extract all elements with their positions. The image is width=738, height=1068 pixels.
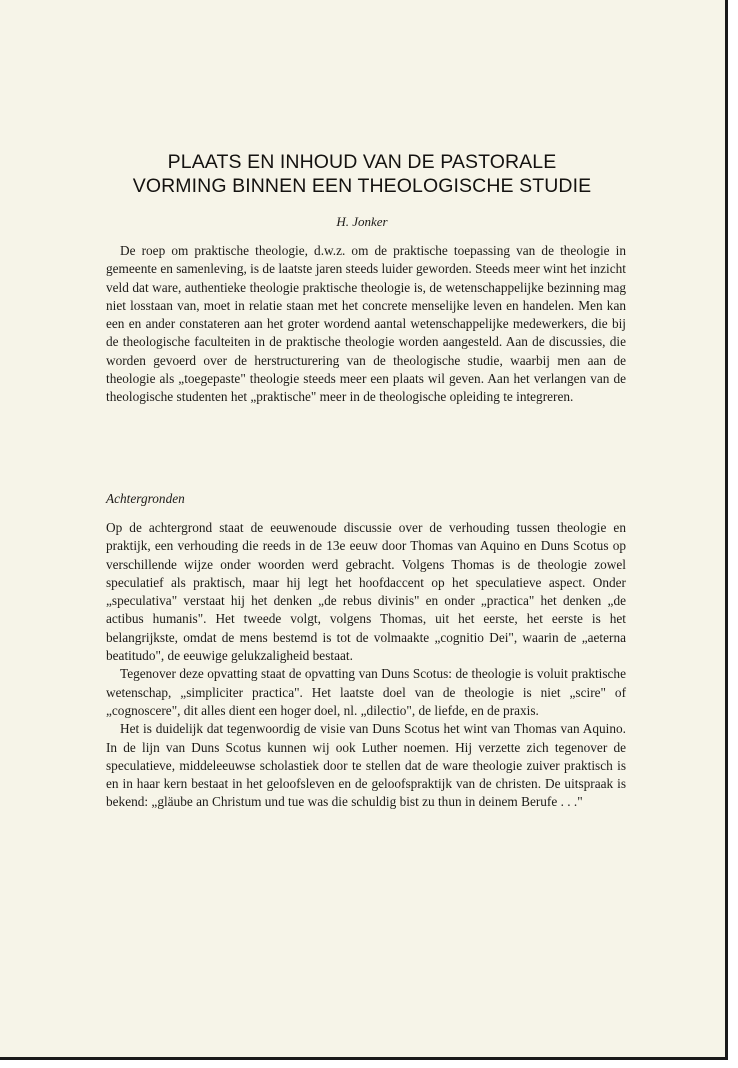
- body-paragraph: Het is duidelijk dat tegenwoordig de visie van Duns Scotus het wint van Thomas van Aquino. In de lijn van Duns Scotus kunnen wij ook Luther noemen. Hij verzette zich tegenover de speculatieve, middeleeuwse scholastiek door te stellen dat de ware theologie zuiver praktisch is en in haar kern bestaat in het geloofsleven en de geloofspraktijk van de christen. De uitspraak is bekend: „gläube an Christum und tue was die schuldig bist zu thun in deinem Berufe . . .": [106, 721, 626, 810]
- intro-section: [106, 242, 626, 407]
- title-line-1: PLAATS EN INHOUD VAN DE PASTORALE: [167, 151, 557, 173]
- background-section: [106, 519, 626, 812]
- section-heading: Achtergronden: [106, 491, 185, 506]
- body-paragraph: Op de achtergrond staat de eeuwenoude discussie over de verhouding tussen theologie en praktijk, een verhouding die reeds in de 13e eeuw door Thomas van Aquino en Duns Scotus op verschillende wijze onder woorden werd gebracht. Volgens Thomas is de theologie zowel speculatief als praktisch, maar hij legt het hoofdaccent op het speculatieve aspect. Onder „speculativa" verstaat hij het denken „de rebus divinis" en onder „practica" het denken „de actibus humanis". Het tweede volgt, volgens Thomas, uit het eerste, het eerste is het belangrijkste, omdat de mens bestemd is tot de volmaakte „cognitio Dei", waarin de „aeterna beatitudo", de eeuwige gelukzaligheid bestaat.: [106, 520, 626, 664]
- article-title: [60, 150, 664, 198]
- title-line-2: VORMING BINNEN EEN THEOLOGISCHE STUDIE: [132, 175, 592, 197]
- body-paragraph: Tegenover deze opvatting staat de opvatting van Duns Scotus: de theologie is voluit praktische wetenschap, „simpliciter practica". Het laatste doel van de theologie is niet „scire" of „cognoscere", dit alles dient een hoger doel, nl. „dilectio", de liefde, en de praxis.: [106, 666, 626, 718]
- author-name: H. Jonker: [336, 214, 388, 229]
- intro-paragraph: De roep om praktische theologie, d.w.z. om de praktische toepassing van de theologie in gemeente en samenleving, is de laatste jaren steeds luider geworden. Steeds meer wint het inzicht veld dat ware, authentieke theologie praktische theologie is, de wetenschappelijke bezinning mag niet losstaan van, moet in relatie staan met het concrete menselijke leven en handelen. Men kan een en ander constateren aan het groter wordend aantal wetenschappelijke medewerkers, die bij de theologische faculteiten in de praktische theologie worden aangesteld. Aan de discussies, die worden gevoerd over de herstructurering van de theologische studie, waarbij men aan de theologie als „toegepaste" theologie steeds meer een plaats wil geven. Aan het verlangen van de theologische studenten het „praktische" meer in de theologische opleiding te integreren.: [106, 243, 626, 405]
